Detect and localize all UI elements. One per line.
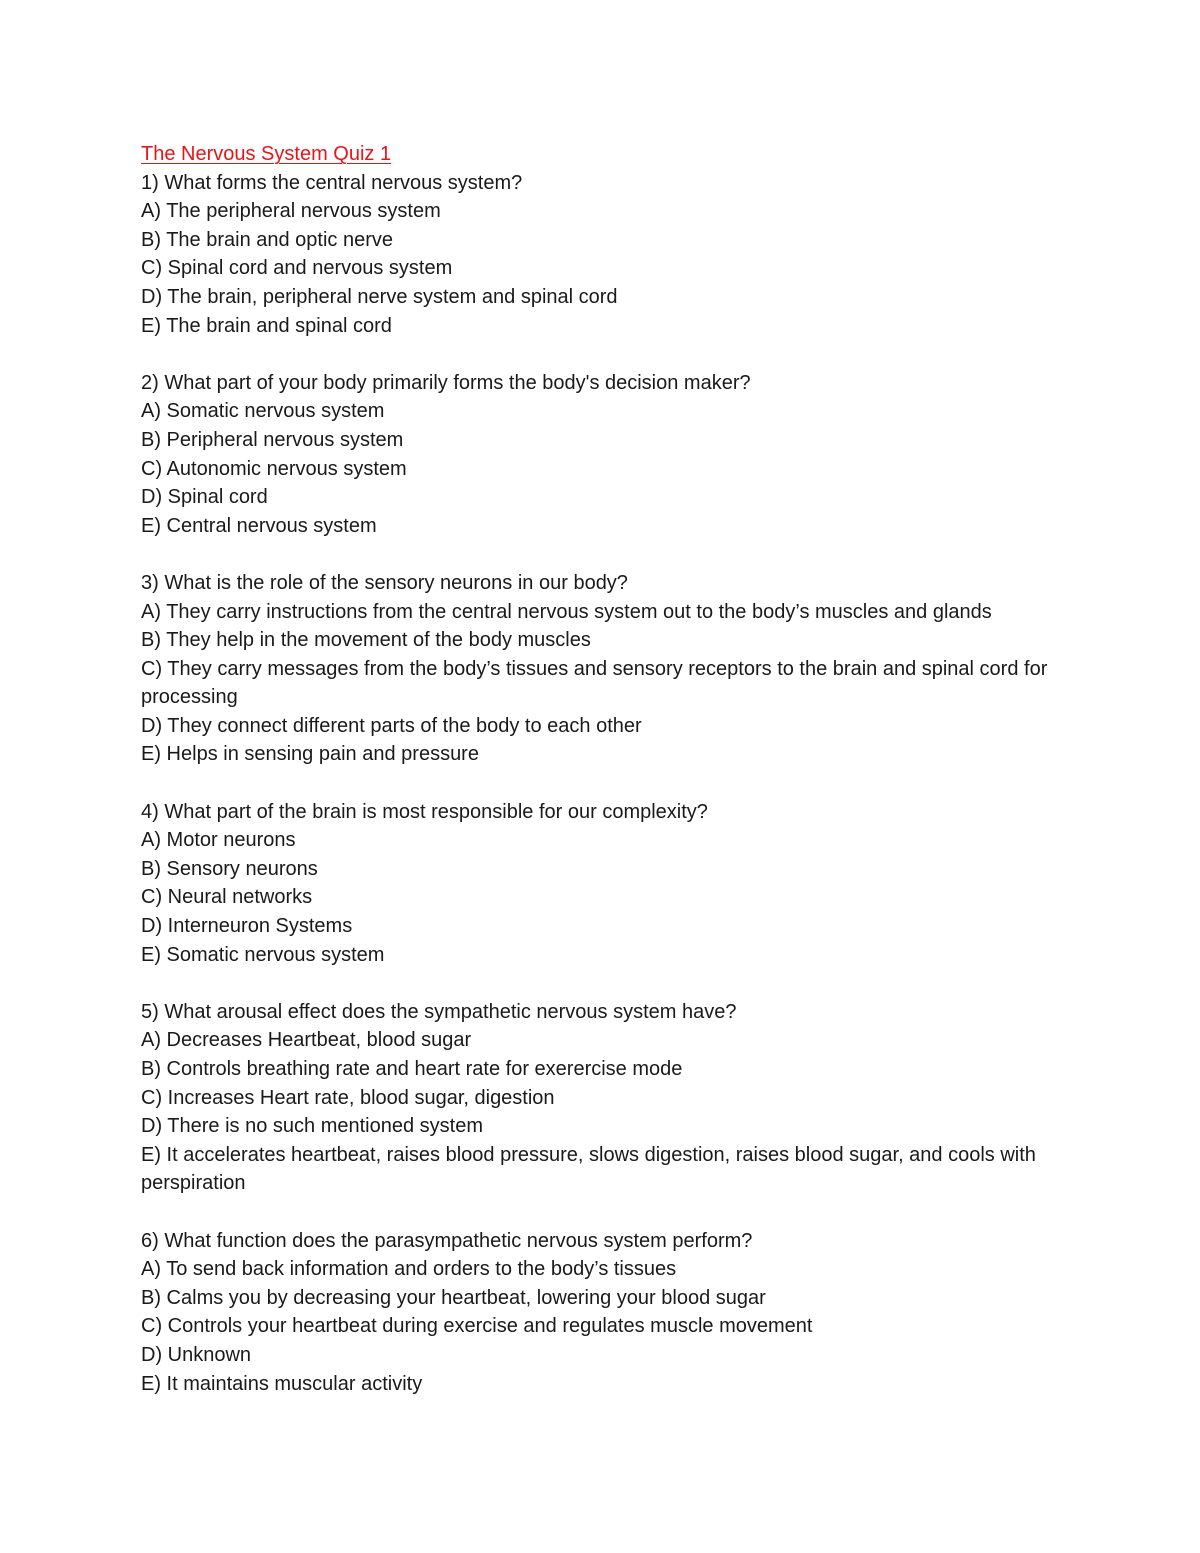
answer-option: E) Helps in sensing pain and pressure (141, 743, 479, 766)
question-1 (141, 169, 1141, 341)
question-text: 2) What part of your body primarily forms the body's decision maker? (141, 371, 751, 394)
answer-option: B) The brain and optic nerve (141, 228, 394, 251)
answer-option: A) Somatic nervous system (141, 400, 385, 423)
answer-option: B) Sensory neurons (141, 857, 318, 880)
question-3 (141, 569, 1141, 769)
answer-option: A) The peripheral nervous system (141, 200, 441, 223)
question-text: 5) What arousal effect does the sympathetic nervous system have? (141, 1000, 737, 1023)
answer-option: E) Somatic nervous system (141, 943, 385, 966)
answer-option: D) Spinal cord (141, 486, 268, 509)
answer-option: A) They carry instructions from the central nervous system out to the body’s muscles and glands (141, 600, 992, 623)
answer-option: C) Neural networks (141, 886, 313, 909)
answer-option: A) Decreases Heartbeat, blood sugar (141, 1029, 472, 1052)
answer-option: C) Spinal cord and nervous system (141, 257, 453, 280)
answer-option: C) Controls your heartbeat during exercise and regulates muscle movement (141, 1315, 813, 1338)
answer-option: C) They carry messages from the body’s tissues and sensory receptors to the brain and spinal cord for processing (141, 657, 1053, 709)
answer-option: D) There is no such mentioned system (141, 1115, 484, 1138)
answer-option: A) To send back information and orders to the body’s tissues (141, 1258, 677, 1281)
answer-option: B) They help in the movement of the body muscles (141, 629, 591, 652)
answer-option: D) The brain, peripheral nerve system and spinal cord (141, 285, 618, 308)
answer-option: D) They connect different parts of the body to each other (141, 714, 642, 737)
answer-option: B) Peripheral nervous system (141, 428, 404, 451)
question-5 (141, 998, 1141, 1198)
answer-option: E) The brain and spinal cord (141, 314, 392, 337)
answer-option: E) Central nervous system (141, 514, 377, 537)
answer-option: D) Interneuron Systems (141, 915, 353, 938)
document-page (141, 140, 1141, 1398)
quiz-title: The Nervous System Quiz 1 (141, 143, 392, 165)
question-4 (141, 798, 1141, 970)
question-text: 1) What forms the central nervous system? (141, 171, 523, 194)
answer-option: D) Unknown (141, 1343, 252, 1366)
question-6 (141, 1227, 1141, 1399)
answer-option: C) Autonomic nervous system (141, 457, 407, 480)
question-text: 4) What part of the brain is most responsible for our complexity? (141, 800, 708, 823)
answer-option: B) Calms you by decreasing your heartbeat, lowering your blood sugar (141, 1286, 766, 1309)
question-text: 6) What function does the parasympathetic nervous system perform? (141, 1229, 753, 1252)
answer-option: B) Controls breathing rate and heart rate for exerercise mode (141, 1058, 683, 1080)
answer-option: A) Motor neurons (141, 829, 296, 852)
question-text: 3) What is the role of the sensory neurons in our body? (141, 571, 628, 594)
answer-option: E) It maintains muscular activity (141, 1372, 423, 1395)
question-2 (141, 369, 1141, 541)
answer-option: C) Increases Heart rate, blood sugar, digestion (141, 1086, 555, 1109)
answer-option: E) It accelerates heartbeat, raises blood pressure, slows digestion, raises blood sugar, and cools with perspiration (141, 1143, 1042, 1195)
